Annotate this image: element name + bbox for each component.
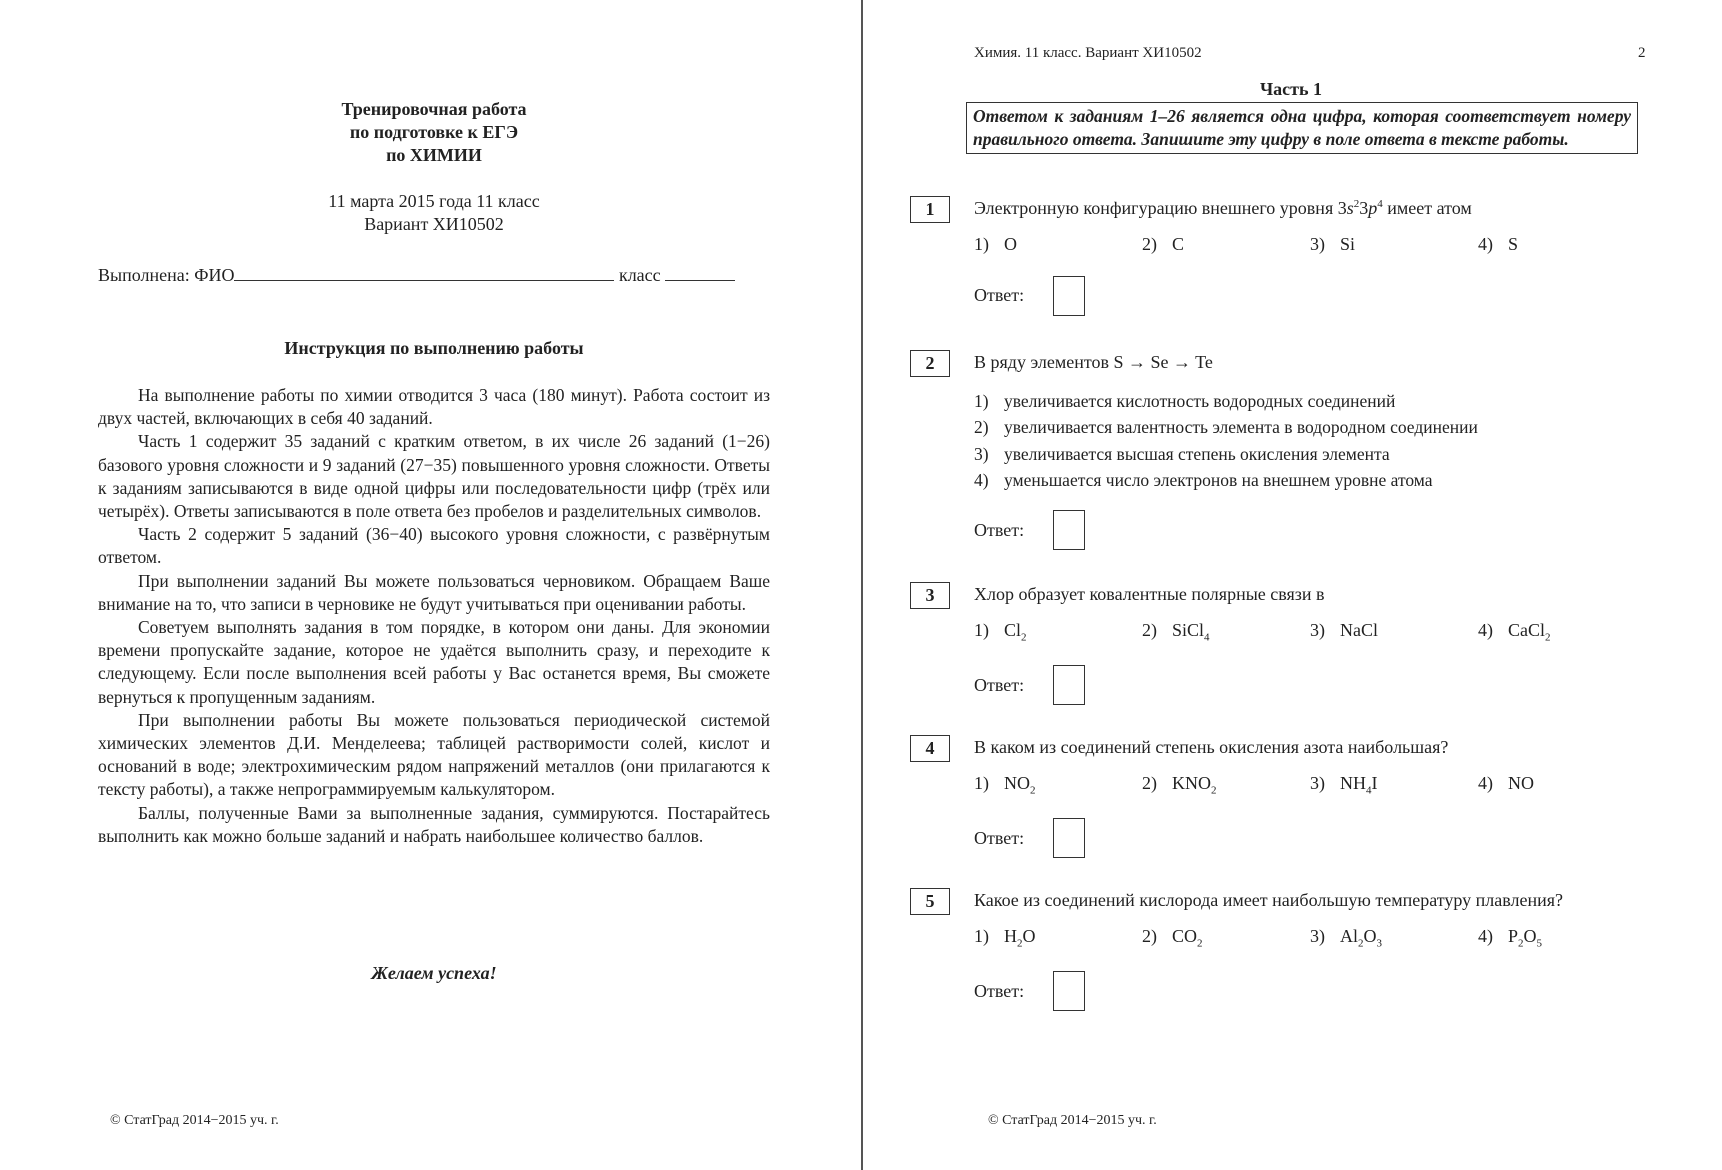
fio-row — [98, 264, 758, 286]
title-line-1: Тренировочная работа — [341, 99, 527, 119]
answer-label: Ответ: — [974, 981, 1025, 1001]
instructions-paragraph: Советуем выполнять задания в том порядке, в котором они даны. Для экономии времени пропускайте задание, которое не удаётся выполнить сразу, и переходите к следующему. Если после выполнения всей работы у Вас останется время, Вы сможете вернуться к пропущенным заданиям. — [98, 617, 770, 707]
answer-box[interactable] — [1053, 971, 1085, 1011]
page-number: 2 — [1638, 45, 1646, 61]
option: 1) $NO_2$ — [974, 773, 1036, 797]
task-number: 2 — [910, 350, 950, 377]
date-line: 11 марта 2015 года 11 класс — [328, 191, 540, 211]
instructions-paragraph: Часть 1 содержит 35 заданий с кратким ответом, в их числе 26 заданий (1−26) базового уровня сложности и 9 заданий (27−35) повышенного уровня сложности. Ответы к заданиям записываются в виде одной цифры или последовательности цифр (трёх или четырёх). Ответы записываются в поле ответа без пробелов и разделительных символов. — [98, 431, 770, 522]
fio-field[interactable] — [234, 264, 614, 281]
task-number: 5 — [910, 888, 950, 915]
task-number: 3 — [910, 582, 950, 609]
task-question: В ряду элементов S → Se → Te — [974, 352, 1213, 372]
instructions-paragraph: Часть 2 содержит 5 заданий (36−40) высокого уровня сложности, с развёрнутым ответом. — [98, 524, 770, 568]
option: 2) увеличивается валентность элемента в водородном соединении — [974, 417, 1478, 438]
variant-line: Вариант ХИ10502 — [364, 214, 504, 234]
task-question: В каком из соединений степень окисления азота наибольшая? — [974, 737, 1449, 757]
fio-label: Выполнена: ФИО — [98, 265, 235, 285]
wish-text: Желаем успеха! — [371, 963, 497, 983]
option: 1) O — [974, 234, 1017, 254]
option: 1) $Cl_2$ — [974, 620, 1027, 644]
task-question: Электронную конфигурацию внешнего уровня $3s^23p^4$ имеет атом — [974, 198, 1472, 218]
option: 2) $KNO_2$ — [1142, 773, 1217, 797]
option: 3) Si — [1310, 234, 1356, 254]
class-field[interactable] — [665, 264, 735, 281]
answer-label: Ответ: — [974, 285, 1025, 305]
task-number: 4 — [910, 735, 950, 762]
part-notice: Ответом к заданиям 1–26 является одна цифра, которая соответствует номеру правильного ответа. Запишите эту цифру в поле ответа в тексте работы. — [966, 102, 1638, 154]
task-question: Какое из соединений кислорода имеет наибольшую температуру плавления? — [974, 890, 1563, 910]
running-header: Химия. 11 класс. Вариант ХИ10502 — [974, 45, 1202, 61]
right-page — [864, 0, 1722, 1170]
title-line-2: по подготовке к ЕГЭ — [349, 122, 519, 142]
option: 3) $Al_2O_3$ — [1310, 926, 1382, 950]
answer-box[interactable] — [1053, 818, 1085, 858]
instructions-paragraph: При выполнении заданий Вы можете пользоваться черновиком. Обращаем Ваше внимание на то, что записи в черновике не будут учитываться при оценивании работы. — [98, 570, 770, 614]
instructions-heading: Инструкция по выполнению работы — [284, 338, 584, 358]
instructions-paragraph: При выполнении работы Вы можете пользоваться периодической системой химических элементов Д.И. Менделеева; таблицей растворимости солей, кислот и оснований в воде; электрохимическим рядом напряжений металлов (они прилагаются к тексту работы), а также непрограммируемым калькулятором. — [98, 709, 770, 800]
answer-label: Ответ: — [974, 675, 1025, 695]
option: 1) $H_2O$ — [974, 926, 1036, 950]
option: 4) NO — [1478, 773, 1534, 793]
option: 2) C — [1142, 234, 1185, 254]
instructions-paragraph: На выполнение работы по химии отводится 3 часа (180 минут). Работа состоит из двух частей, включающих в себя 40 заданий. — [98, 385, 770, 429]
option: 2) SiCl$_4$ — [1142, 620, 1210, 644]
option: 1) увеличивается кислотность водородных соединений — [974, 391, 1396, 411]
option: 4) уменьшается число электронов на внешнем уровне атома — [974, 469, 1433, 490]
option: 3) NaCl — [1310, 620, 1378, 640]
answer-label: Ответ: — [974, 828, 1025, 848]
class-label: класс — [618, 265, 661, 285]
option: 4) CaCl$_2$ — [1478, 620, 1551, 644]
page-divider — [861, 0, 863, 1170]
answer-box[interactable] — [1053, 510, 1085, 550]
option: 3) увеличивается высшая степень окисления элемента — [974, 443, 1390, 464]
answer-box[interactable] — [1053, 276, 1085, 316]
task-options — [974, 388, 1478, 493]
option: 4) S — [1478, 234, 1519, 254]
task-question: Хлор образует ковалентные полярные связи в — [974, 584, 1325, 604]
task-number: 1 — [910, 196, 950, 223]
title-line-3: по ХИМИИ — [386, 145, 482, 165]
option: 4) $P_2O_5$ — [1478, 926, 1543, 950]
answer-box[interactable] — [1053, 665, 1085, 705]
part-title: Часть 1 — [1259, 79, 1323, 99]
option: 3) $NH_4I$ — [1310, 773, 1378, 797]
left-footer: © СтатГрад 2014−2015 уч. г. — [110, 1113, 279, 1128]
right-footer: © СтатГрад 2014−2015 уч. г. — [988, 1113, 1157, 1128]
option: 2) $CO_2$ — [1142, 926, 1203, 950]
instructions-body — [98, 384, 770, 848]
answer-label: Ответ: — [974, 520, 1025, 540]
instructions-paragraph: Баллы, полученные Вами за выполненные задания, суммируются. Постарайтесь выполнить как можно больше заданий и набрать наибольшее количество баллов. — [98, 802, 770, 846]
